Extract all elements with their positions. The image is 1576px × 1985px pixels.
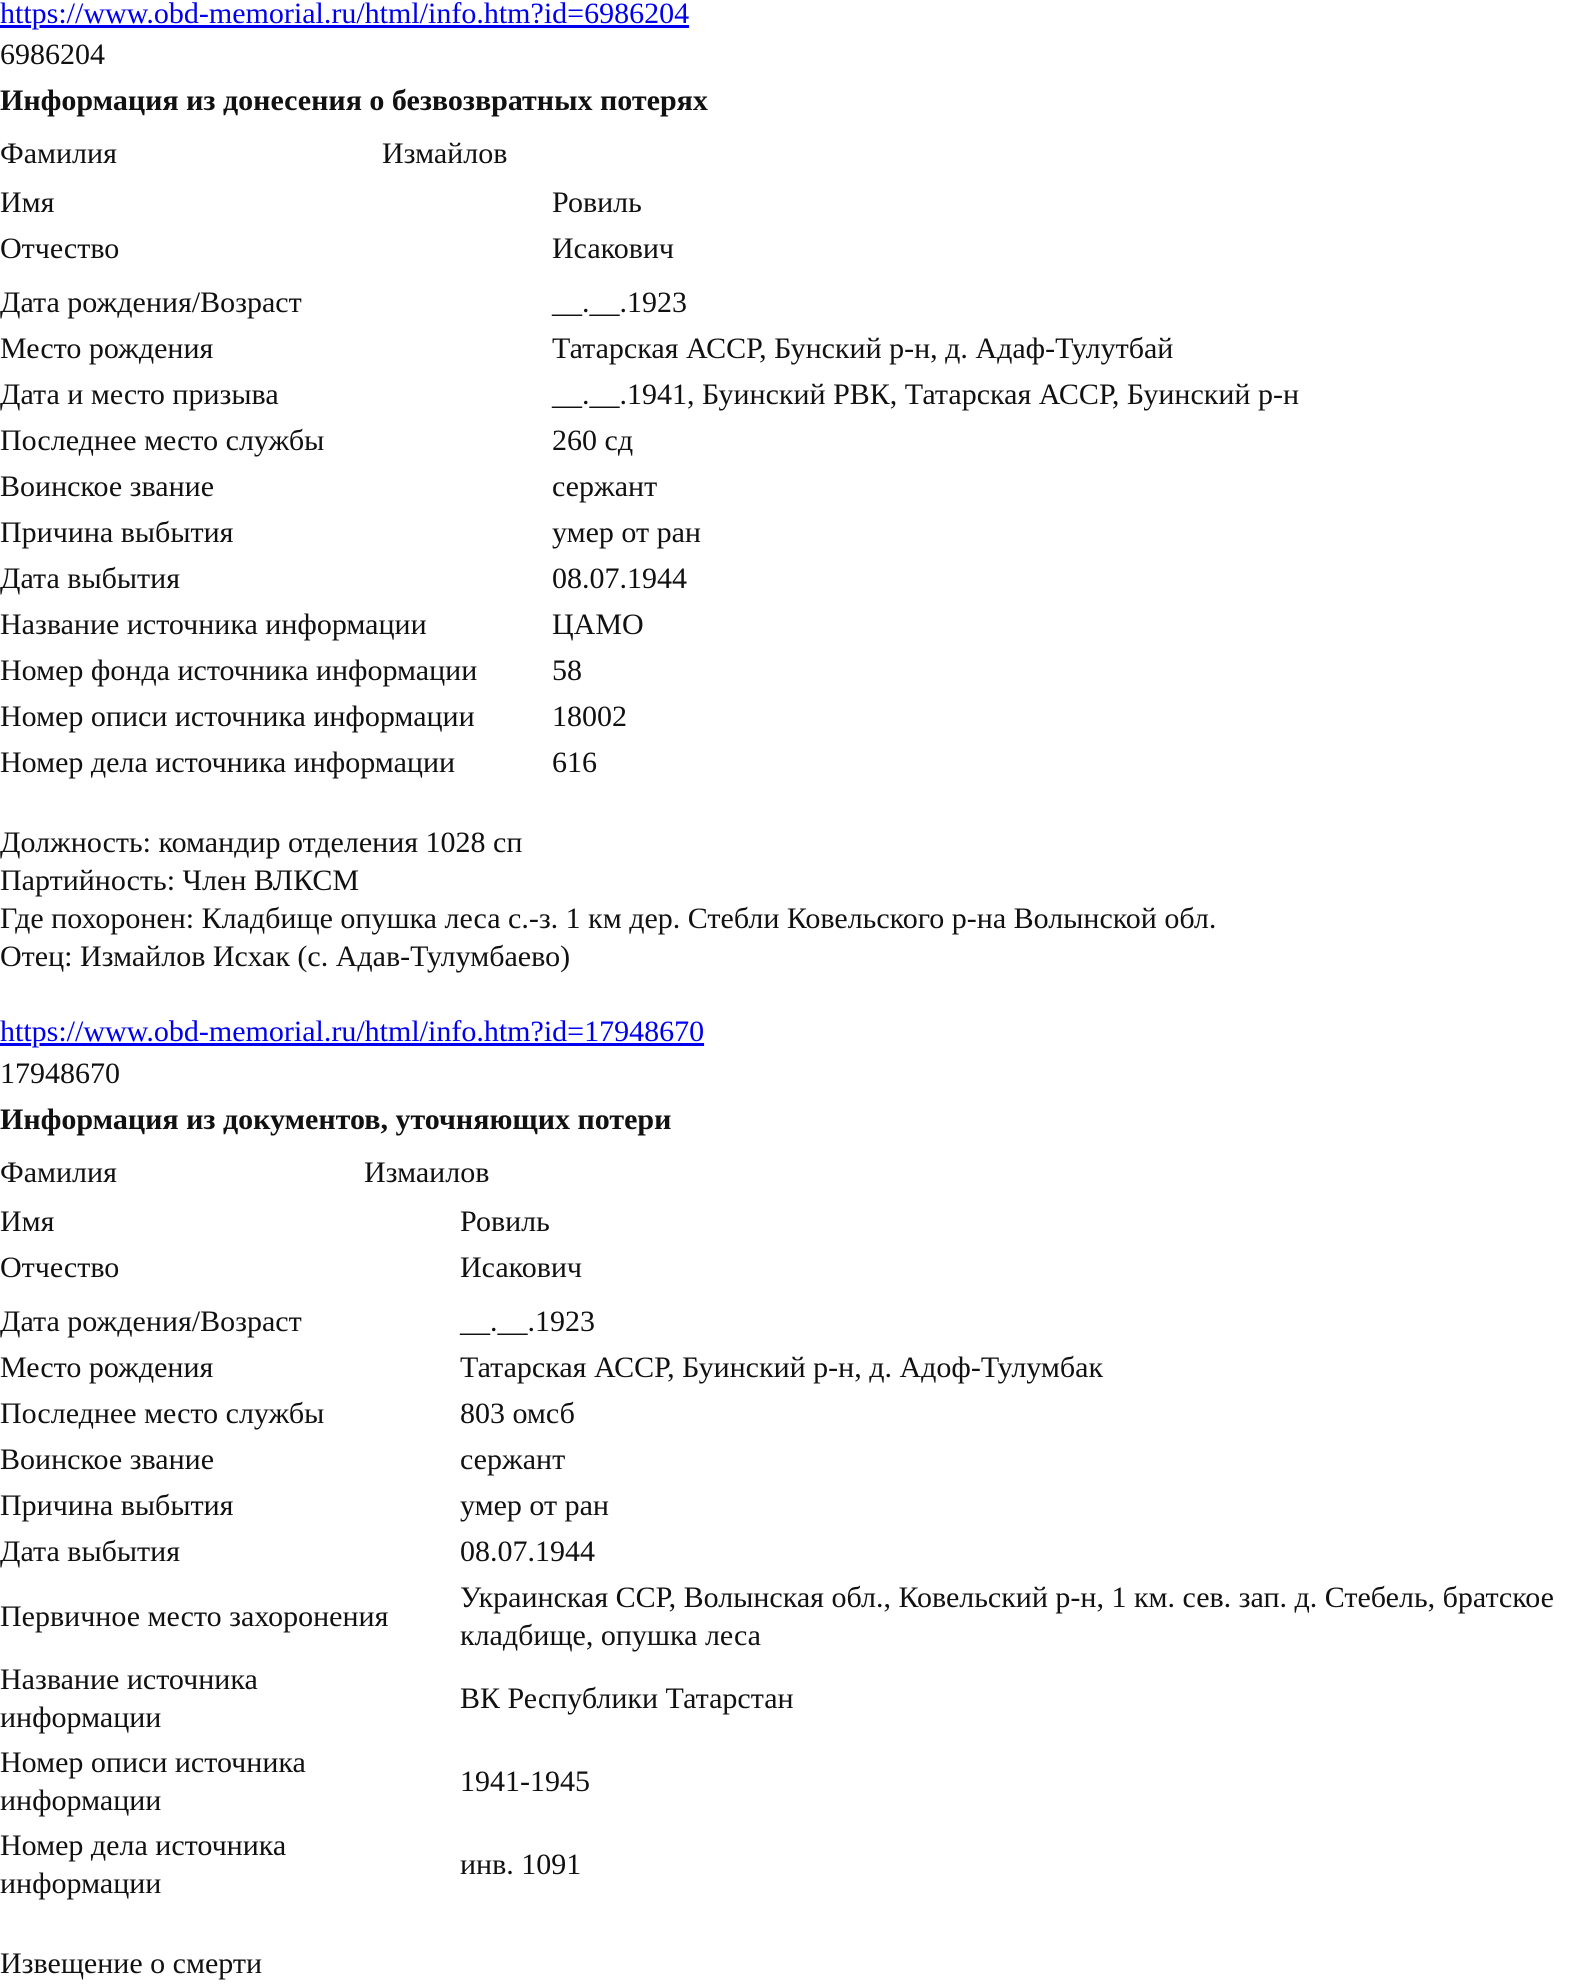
field-value: __.__.1941, Буинский РВК, Татарская АССР, Буинский р-н — [552, 378, 1300, 411]
field-value: Ровиль — [552, 186, 642, 219]
field-label: Отчество — [0, 1251, 120, 1284]
field-label: Номер дела источника информации — [0, 1829, 287, 1900]
field-label: Дата и место призыва — [0, 378, 279, 411]
field-label: Причина выбытия — [0, 1489, 234, 1522]
record-2-link[interactable]: https://www.obd-memorial.ru/html/info.htm?id=17948670 — [0, 1015, 705, 1048]
field-value: 58 — [552, 654, 582, 687]
field-value: __.__.1923 — [460, 1305, 595, 1338]
field-label: Имя — [0, 1205, 55, 1238]
field-value: 18002 — [552, 700, 627, 733]
field-value: умер от ран — [460, 1489, 609, 1522]
note-father: Отец: Измайлов Исхак (с. Адав-Тулумбаево) — [0, 940, 571, 973]
field-value: Татарская АССР, Бунский р-н, д. Адаф-Тулутбай — [552, 332, 1174, 365]
record-2-footer: Извещение о смерти — [0, 1947, 263, 1980]
field-value: __.__.1923 — [552, 286, 687, 319]
record-1-link[interactable]: https://www.obd-memorial.ru/html/info.htm?id=6986204 — [0, 0, 690, 30]
field-label: Последнее место службы — [0, 1397, 325, 1430]
field-label: Дата выбытия — [0, 562, 180, 595]
field-label: Имя — [0, 186, 55, 219]
field-value: сержант — [460, 1443, 566, 1476]
record-1-id: 6986204 — [0, 38, 105, 71]
field-label: Первичное место захоронения — [0, 1600, 389, 1633]
record-1-surname-label: Фамилия — [0, 137, 117, 170]
record-2-surname-value: Измаилов — [364, 1156, 490, 1189]
field-value: 616 — [552, 746, 597, 779]
note-party: Партийность: Член ВЛКСМ — [0, 864, 360, 897]
record-2-id: 17948670 — [0, 1057, 120, 1090]
field-label: Номер дела источника информации — [0, 746, 456, 779]
field-label: Название источника информации — [0, 608, 427, 641]
field-label: Воинское звание — [0, 1443, 215, 1476]
field-value: 260 сд — [552, 424, 634, 457]
field-value: Украинская ССР, Волынская обл., Ковельский р-н, 1 км. сев. зап. д. Стебель, братское кладбище, опушка леса — [460, 1581, 1554, 1652]
record-1-surname-value: Измайлов — [382, 137, 508, 170]
field-label: Номер описи источника информации — [0, 1746, 306, 1817]
field-value: 08.07.1944 — [460, 1535, 595, 1568]
field-value: инв. 1091 — [460, 1848, 582, 1881]
record-2-heading: Информация из документов, уточняющих потери — [0, 1103, 672, 1136]
field-label: Дата выбытия — [0, 1535, 180, 1568]
field-value: ЦАМО — [552, 608, 644, 641]
field-value: умер от ран — [552, 516, 701, 549]
field-label: Дата рождения/Возраст — [0, 1305, 302, 1338]
field-value: 08.07.1944 — [552, 562, 687, 595]
field-value: 803 омсб — [460, 1397, 575, 1430]
field-label: Последнее место службы — [0, 424, 325, 457]
field-label: Место рождения — [0, 332, 214, 365]
field-value: Татарская АССР, Буинский р-н, д. Адоф-Тулумбак — [460, 1351, 1104, 1384]
field-label: Воинское звание — [0, 470, 215, 503]
note-position: Должность: командир отделения 1028 сп — [0, 826, 523, 859]
field-label: Причина выбытия — [0, 516, 234, 549]
field-value: ВК Республики Татарстан — [460, 1682, 794, 1715]
record-2-surname-label: Фамилия — [0, 1156, 117, 1189]
field-value: сержант — [552, 470, 658, 503]
note-burial: Где похоронен: Кладбище опушка леса с.-з. 1 км дер. Стебли Ковельского р-на Волынской обл. — [0, 902, 1217, 935]
field-value: 1941-1945 — [460, 1765, 590, 1798]
field-value: Исакович — [460, 1251, 583, 1284]
field-label: Дата рождения/Возраст — [0, 286, 302, 319]
field-label: Место рождения — [0, 1351, 214, 1384]
field-label: Номер фонда источника информации — [0, 654, 478, 687]
field-label: Номер описи источника информации — [0, 700, 475, 733]
field-label: Отчество — [0, 232, 120, 265]
field-value: Исакович — [552, 232, 675, 265]
field-value: Ровиль — [460, 1205, 550, 1238]
field-label: Название источника информации — [0, 1663, 258, 1734]
record-1-heading: Информация из донесения о безвозвратных потерях — [0, 84, 708, 117]
